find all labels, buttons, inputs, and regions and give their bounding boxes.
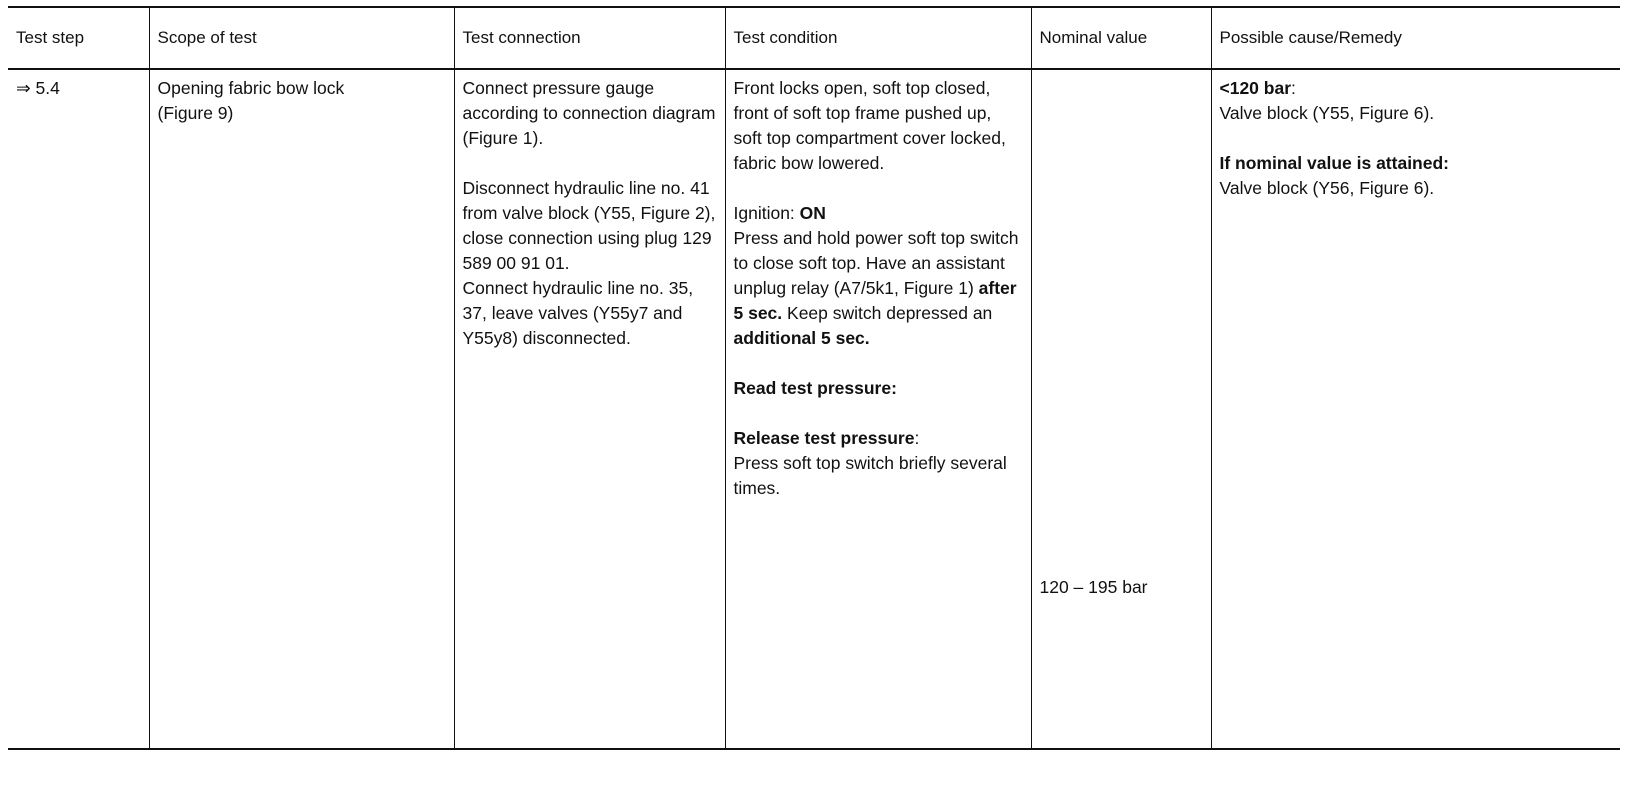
ignition-value: ON (799, 203, 826, 223)
header-test-connection: Test connection (454, 7, 725, 69)
release-label: Release test pressure (733, 428, 915, 448)
cell-test-step (8, 69, 149, 749)
read-test-pressure-label: Read test pressure: (733, 378, 897, 398)
header-test-condition: Test condition (725, 7, 1031, 69)
ignition-label: Ignition: (733, 203, 800, 223)
header-scope-of-test: Scope of test (149, 7, 454, 69)
release-colon: : (914, 428, 920, 448)
cell-possible-cause-remedy (1211, 69, 1620, 749)
remedy-condition-low-colon: : (1291, 78, 1296, 98)
table-row (8, 69, 1620, 749)
connection-step-1: Connect pressure gauge according to connection diagram (Figure 1). (462, 78, 716, 148)
procedure-bold-2: additional 5 sec. (733, 328, 870, 348)
remedy-attained-text: Valve block (Y56, Figure 6). (1219, 178, 1435, 198)
condition-ignition (734, 201, 1023, 226)
cell-test-condition (725, 69, 1031, 749)
test-procedure-table (8, 6, 1620, 750)
test-procedure-sheet (8, 6, 1620, 750)
cell-test-connection (454, 69, 725, 749)
scope-title: Opening fabric bow lock (157, 78, 345, 98)
scope-figure-ref: (Figure 9) (157, 103, 234, 123)
procedure-bold-1: after 5 sec. (733, 278, 1017, 323)
header-possible-cause-remedy: Possible cause/Remedy (1211, 7, 1620, 69)
cell-scope-of-test (149, 69, 454, 749)
header-test-step: Test step (8, 7, 149, 69)
release-instructions: Press soft top switch briefly several times. (733, 453, 1007, 498)
remedy-low-text: Valve block (Y55, Figure 6). (1219, 103, 1435, 123)
condition-setup: Front locks open, soft top closed, front of soft top frame pushed up, soft top compartment cover locked, fabric bow lowered. (733, 78, 1006, 173)
procedure-text-1: Press and hold power soft top switch to close soft top. Have an assistant unplug relay (A7/5k1, Figure 1) (733, 228, 1019, 298)
release-test-pressure (734, 426, 1023, 451)
remedy-condition-attained: If nominal value is attained: (1219, 153, 1449, 173)
header-nominal-value: Nominal value (1031, 7, 1211, 69)
nominal-value: 120 – 195 bar (1039, 577, 1148, 597)
cell-nominal-value (1031, 69, 1211, 749)
remedy-condition-low-label: <120 bar (1219, 78, 1292, 98)
condition-procedure (734, 226, 1023, 351)
test-step-number: ⇒ 5.4 (16, 78, 60, 98)
nominal-spacer (1040, 76, 1203, 575)
connection-step-2: Disconnect hydraulic line no. 41 from valve block (Y55, Figure 2), close connection using plug 129 589 00 91 01. (462, 178, 716, 273)
header-row (8, 7, 1620, 69)
remedy-condition-low (1220, 76, 1613, 101)
procedure-text-2: Keep switch depressed an (782, 303, 993, 323)
connection-step-3: Connect hydraulic line no. 35, 37, leave valves (Y55y7 and Y55y8) disconnected. (462, 278, 694, 348)
